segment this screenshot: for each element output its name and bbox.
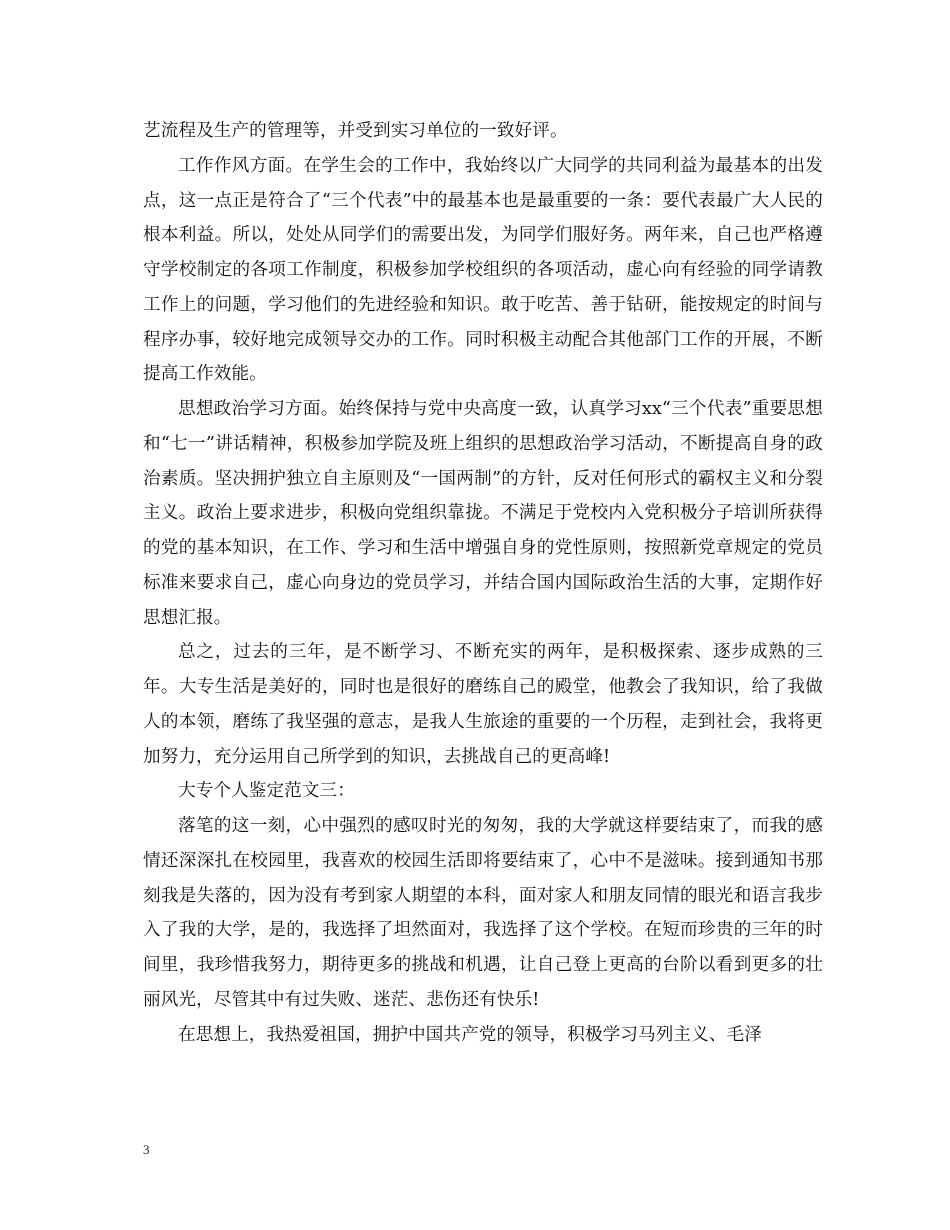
document-body <box>143 114 823 1052</box>
page-number: 3 <box>143 1142 150 1157</box>
paragraph-political-study: 思想政治学习方面。始终保持与党中央高度一致，认真学习xx“三个代表”重要思想和“七一”讲话精神，积极参加学院及班上组织的思想政治学习活动，不断提高自身的政治素质。坚决拥护独立自主原则及“一国两制”的方针，反对任何形式的霸权主义和分裂主义。政治上要求进步，积极向党组织靠拢。不满足于党校内入党积极分子培训所获得的党的基本知识，在工作、学习和生活中增强自身的党性原则，按照新党章规定的党员标准来要求自己，虚心向身边的党员学习，并结合国内国际政治生活的大事，定期作好思想汇报。 <box>143 399 823 628</box>
paragraph-summary: 总之，过去的三年，是不断学习、不断充实的两年，是积极探索、逐步成熟的三年。大专生活是美好的，同时也是很好的磨练自己的殿堂，他教会了我知识，给了我做人的本领，磨练了我坚强的意志，是我人生旅途的重要的一个历程，走到社会，我将更加努力，充分运用自己所学到的知识，去挑战自己的更高峰! <box>143 642 823 767</box>
paragraph-graduation-reflection: 落笔的这一刻，心中强烈的感叹时光的匆匆，我的大学就这样要结束了，而我的感情还深深扎在校园里，我喜欢的校园生活即将要结束了，心中不是滋味。接到通知书那刻我是失落的，因为没有考到家人期望的本科，面对家人和朋友同情的眼光和语言我步入了我的大学，是的，我选择了坦然面对，我选择了这个学校。在短而珍贵的三年的时间里，我珍惜我努力，期待更多的挑战和机遇，让自己登上更高的台阶以看到更多的壮丽风光，尽管其中有过失败、迷茫、悲伤还有快乐! <box>143 816 823 1010</box>
paragraph-work-style: 工作作风方面。在学生会的工作中，我始终以广大同学的共同利益为最基本的出发点，这一点正是符合了“三个代表”中的最基本也是最重要的一条：要代表最广大人民的根本利益。所以，处处从同学们的需要出发，为同学们服好务。两年来，自己也严格遵守学校制定的各项工作制度，积极参加学校组织的各项活动，虚心向有经验的同学请教工作上的问题，学习他们的先进经验和知识。敢于吃苦、善于钻研，能按规定的时间与程序办事，较好地完成领导交办的工作。同时积极主动配合其他部门工作的开展，不断提高工作效能。 <box>143 155 823 385</box>
paragraph-continuation: 艺流程及生产的管理等，并受到实习单位的一致好评。 <box>143 121 568 141</box>
section-heading-sample-three: 大专个人鉴定范文三： <box>178 781 355 802</box>
paragraph-ideology: 在思想上，我热爱祖国，拥护中国共产党的领导，积极学习马列主义、毛泽 <box>178 1024 762 1045</box>
